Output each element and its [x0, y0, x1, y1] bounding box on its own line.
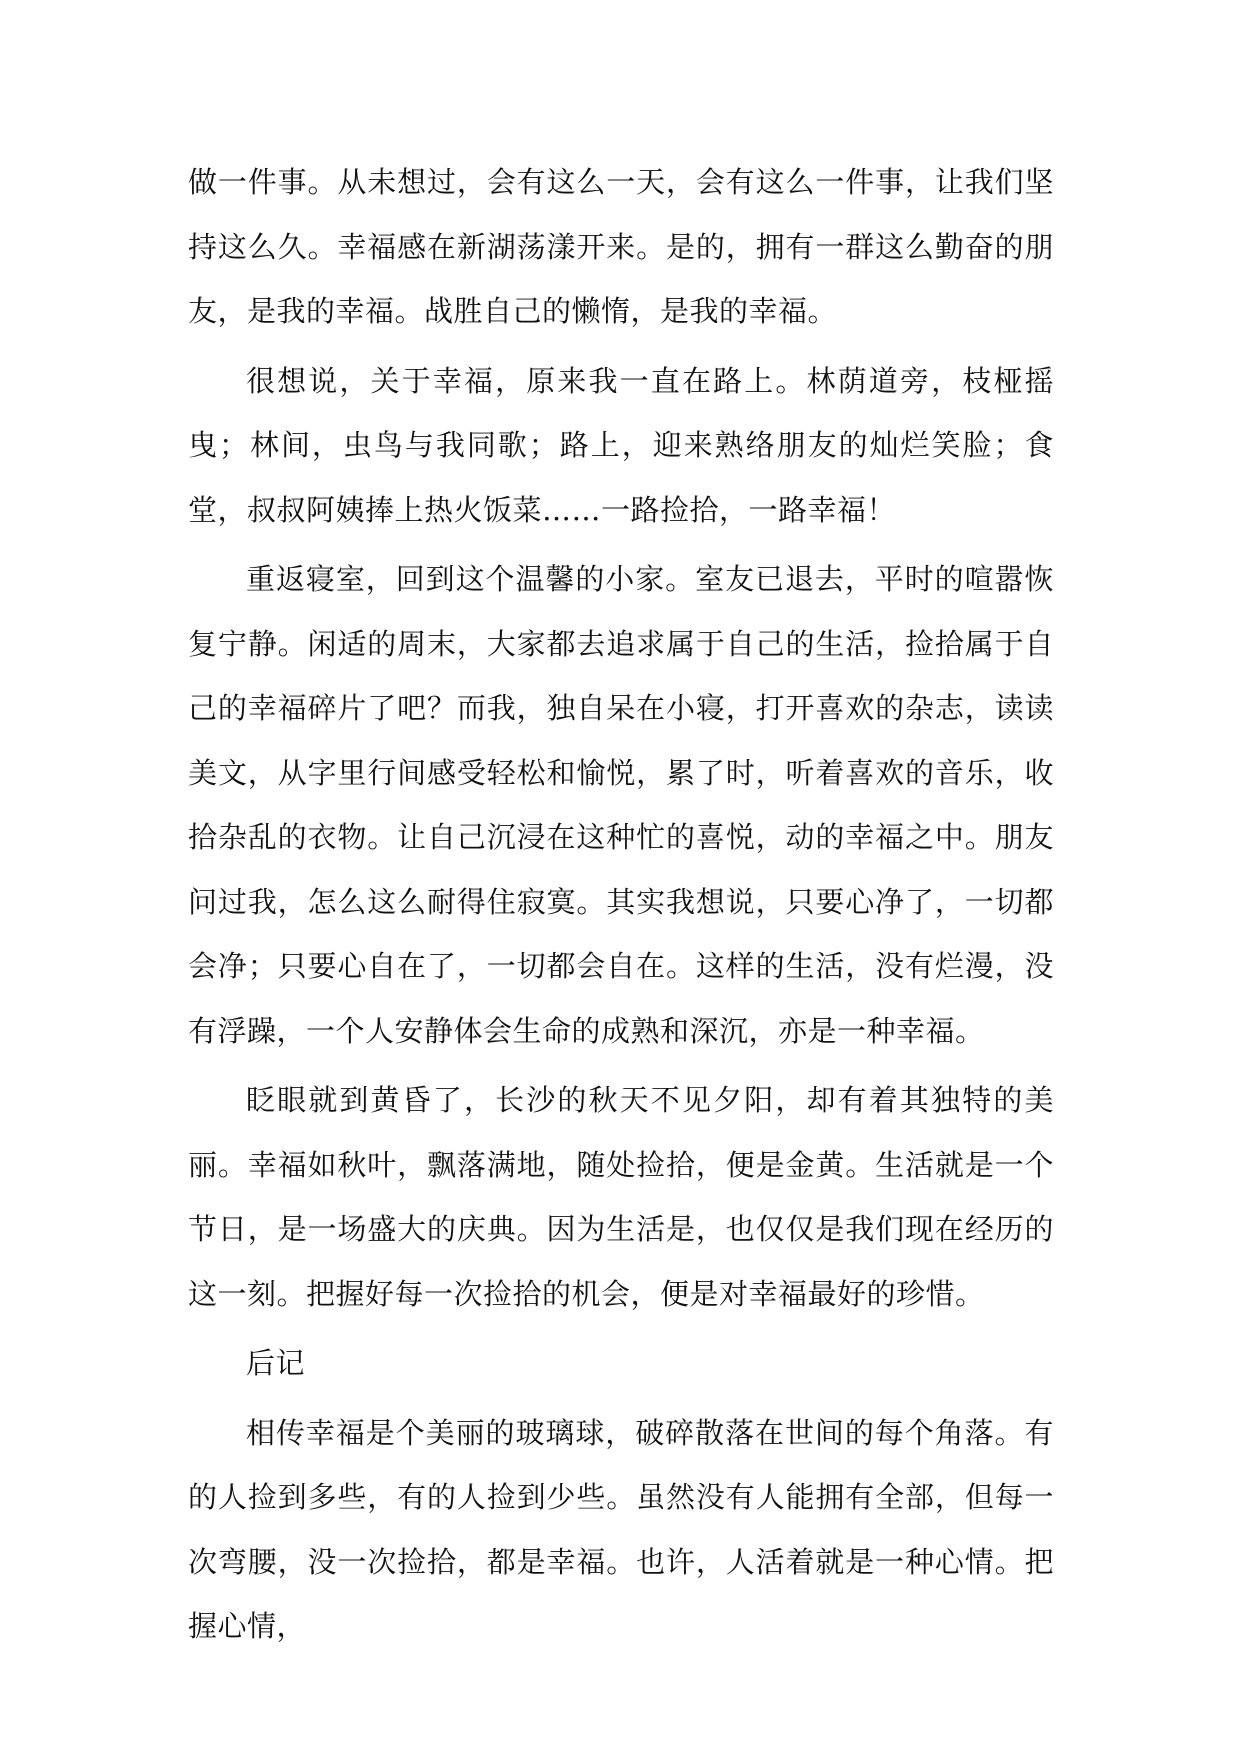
paragraph-glass-ball: 相传幸福是个美丽的玻璃球，破碎散落在世间的每个角落。有的人捡到多些，有的人捡到少些。虽然没有人能拥有全部，但每一次弯腰，没一次捡拾，都是幸福。也许，人活着就是一种心情。把握心情， — [188, 1415, 1054, 1643]
document-body — [188, 150, 1054, 1664]
paragraph-dusk: 眨眼就到黄昏了，长沙的秋天不见夕阳，却有着其独特的美丽。幸福如秋叶，飘落满地，随处捡拾，便是金黄。生活就是一个节日，是一场盛大的庆典。因为生活是，也仅仅是我们现在经历的这一刻。把握好每一次捡拾的机会，便是对幸福最好的珍惜。 — [188, 1083, 1054, 1311]
paragraph-continued: 做一件事。从未想过，会有这么一天，会有这么一件事，让我们坚持这么久。幸福感在新湖荡漾开来。是的，拥有一群这么勤奋的朋友，是我的幸福。战胜自己的懒惰，是我的幸福。 — [188, 165, 1054, 328]
paragraph-on-the-road: 很想说，关于幸福，原来我一直在路上。林荫道旁，枝桠摇曳；林间，虫鸟与我同歌；路上，迎来熟络朋友的灿烂笑脸；食堂，叔叔阿姨捧上热火饭菜……一路捡拾，一路幸福！ — [188, 363, 1054, 527]
postscript-heading: 后记 — [246, 1346, 306, 1380]
paragraph-dormitory: 重返寝室，回到这个温馨的小家。室友已退去，平时的喧嚣恢复宁静。闲适的周末，大家都去追求属于自己的生活，捡拾属于自己的幸福碎片了吧？而我，独自呆在小寝，打开喜欢的杂志，读读美文，从字里行间感受轻松和愉悦，累了时，听着喜欢的音乐，收拾杂乱的衣物。让自己沉浸在这种忙的喜悦，动的幸福之中。朋友问过我，怎么这么耐得住寂寞。其实我想说，只要心净了，一切都会净；只要心自在了，一切都会自在。这样的生活，没有烂漫，没有浮躁，一个人安静体会生命的成熟和深沉，亦是一种幸福。 — [188, 562, 1054, 1048]
